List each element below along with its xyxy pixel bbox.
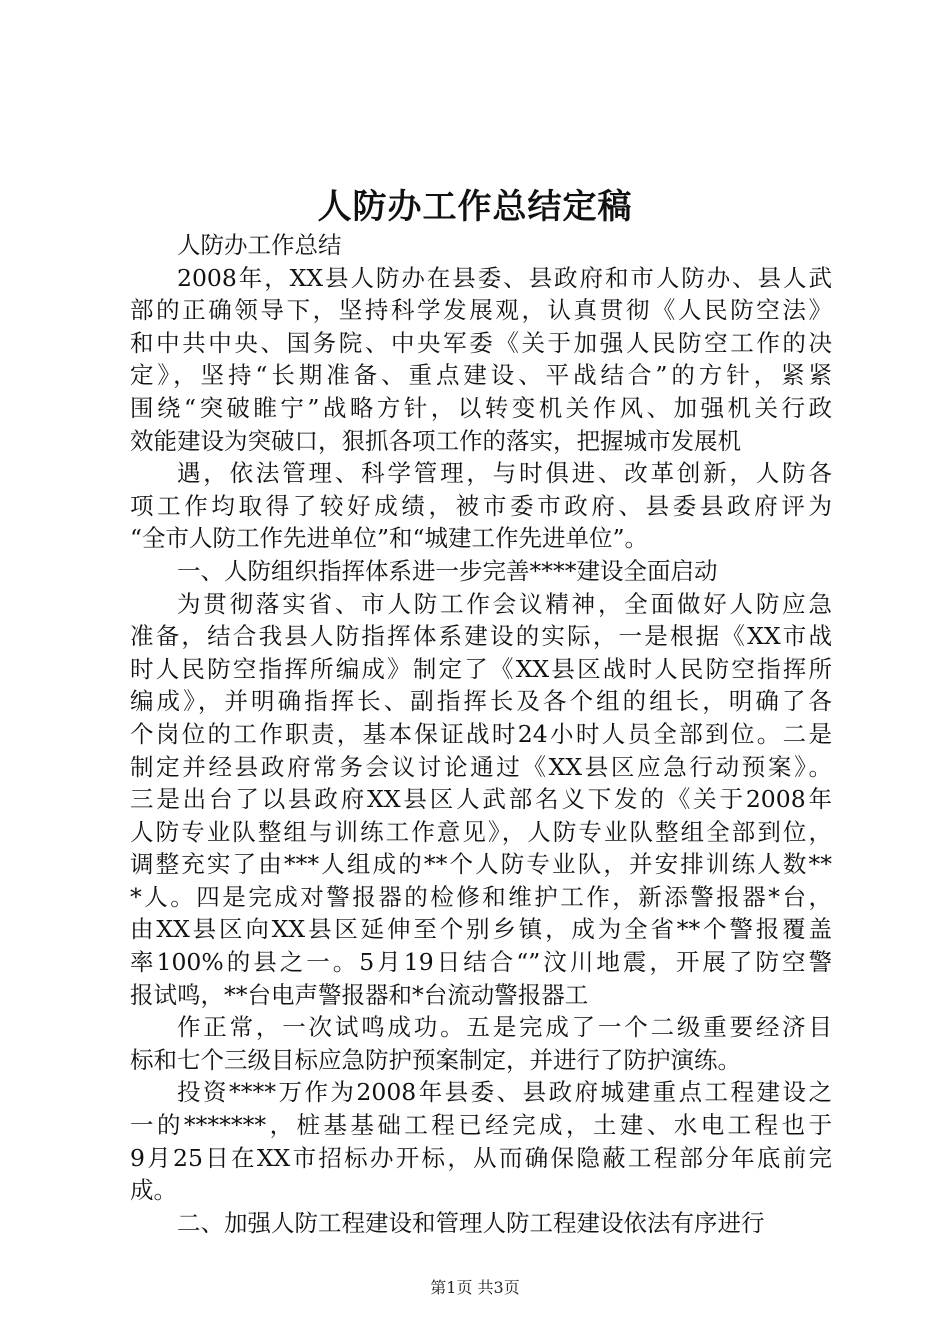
- section-heading: 一、人防组织指挥体系进一步完善****建设全面启动: [177, 556, 718, 585]
- paragraph-line: 作正常，一次试鸣成功。五是完成了一个二级重要经济目: [177, 1013, 832, 1042]
- paragraph-line: 人防办工作总结: [177, 231, 342, 259]
- page-number-footer: 第1页 共3页: [430, 1278, 520, 1297]
- paragraph-line: 由XX县区向XX县区延伸至个别乡镇，成为全省**个警报覆盖: [130, 915, 832, 944]
- paragraph-line: 9月25日在XX市招标办开标，从而确保隐蔽工程部分年底前完: [130, 1143, 832, 1172]
- document-body: [130, 229, 832, 1239]
- paragraph-line: 时人民防空指挥所编成》制定了《XX县区战时人民防空指挥所: [130, 654, 832, 683]
- paragraph-line: 为贯彻落实省、市人防工作会议精神，全面做好人防应急: [177, 589, 832, 618]
- paragraph-line: 率100%的县之一。5月19日结合“”汶川地震，开展了防空警: [130, 948, 832, 977]
- paragraph-line: 人防专业队整组与训练工作意见》，人防专业队整组全部到位，: [130, 817, 832, 846]
- paragraph-line: 和中共中央、国务院、中央军委《关于加强人民防空工作的决: [130, 328, 832, 357]
- paragraph-line: 成。: [130, 1176, 177, 1205]
- paragraph-line: 编成》，并明确指挥长、副指挥长及各个组的组长，明确了各: [130, 687, 832, 716]
- paragraph-line: *人。四是完成对警报器的检修和维护工作，新添警报器*台，: [130, 882, 832, 911]
- paragraph-line: 制定并经县政府常务会议讨论通过《XX县区应急行动预案》。: [130, 752, 832, 781]
- paragraph-line: 一的*******，桩基基础工程已经完成，土建、水电工程也于: [130, 1111, 832, 1140]
- paragraph-line: 项工作均取得了较好成绩，被市委市政府、县委县政府评为: [130, 491, 832, 520]
- paragraph-line: 部的正确领导下，坚持科学发展观，认真贯彻《人民防空法》: [130, 296, 832, 325]
- paragraph-line: 调整充实了由***人组成的**个人防专业队，并安排训练人数**: [130, 850, 832, 879]
- paragraph-line: 个岗位的工作职责，基本保证战时24小时人员全部到位。二是: [130, 719, 832, 748]
- paragraph-line: “全市人防工作先进单位”和“城建工作先进单位”。: [130, 524, 649, 553]
- paragraph-line: 围绕“突破睢宁”战略方针，以转变机关作风、加强机关行政: [130, 393, 832, 422]
- paragraph-line: 定》，坚持“长期准备、重点建设、平战结合”的方针，紧紧: [130, 361, 832, 390]
- paragraph-line: 标和七个三级目标应急防护预案制定，并进行了防护演练。: [130, 1045, 741, 1074]
- paragraph-line: 2008年，XX县人防办在县委、县政府和市人防办、县人武: [177, 263, 832, 292]
- paragraph-line: 投资****万作为2008年县委、县政府城建重点工程建设之: [177, 1078, 832, 1107]
- document-title: 人防办工作总结定稿: [317, 187, 633, 227]
- paragraph-line: 遇，依法管理、科学管理，与时俱进、改革创新，人防各: [177, 459, 832, 488]
- paragraph-line: 效能建设为突破口，狠抓各项工作的落实，把握城市发展机: [130, 426, 741, 455]
- section-heading: 二、加强人防工程建设和管理人防工程建设依法有序进行: [177, 1208, 765, 1237]
- paragraph-line: 准备，结合我县人防指挥体系建设的实际，一是根据《XX市战: [130, 622, 832, 651]
- paragraph-line: 三是出台了以县政府XX县区人武部名义下发的《关于2008年: [130, 785, 832, 814]
- paragraph-line: 报试鸣，**台电声警报器和*台流动警报器工: [130, 980, 589, 1009]
